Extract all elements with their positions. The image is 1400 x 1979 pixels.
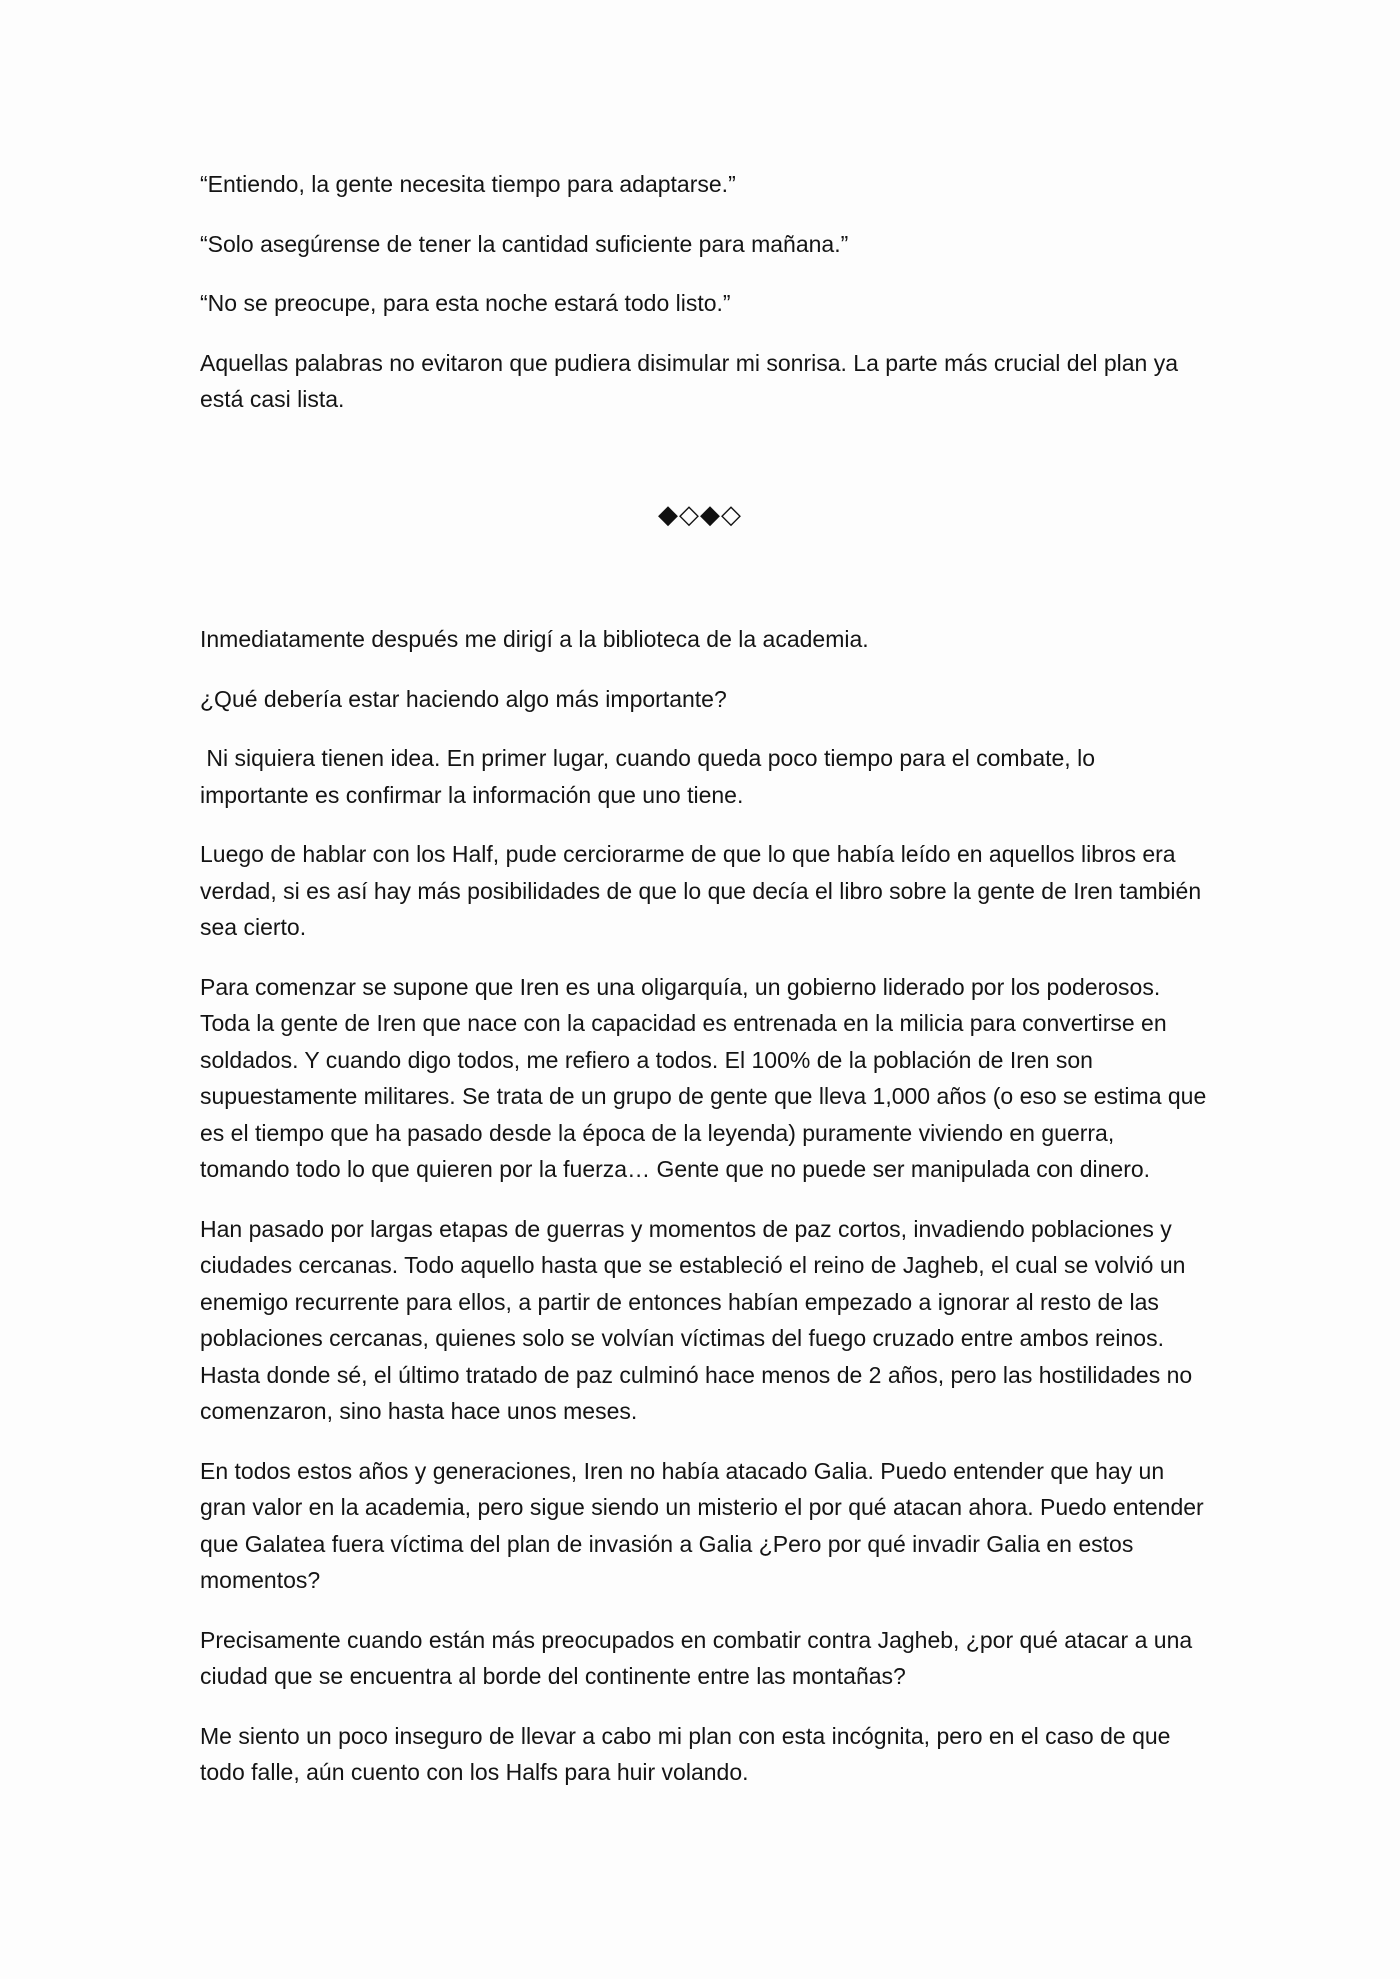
scene-break-separator: ◆◇◆◇: [658, 500, 742, 530]
dialogue-line: “Entiendo, la gente necesita tiempo para adaptarse.”: [200, 171, 736, 197]
narration-paragraph: Luego de hablar con los Half, pude cerciorarme de que lo que había leído en aquellos libros era verdad, si es así hay más posibilidades de que lo que decía el libro sobre la gente de Iren también sea cierto.: [200, 841, 1202, 940]
narration-paragraph: Para comenzar se supone que Iren es una oligarquía, un gobierno liderado por los poderosos. Toda la gente de Iren que nace con la capacidad es entrenada en la milicia para convertirse en soldados. Y cuando digo todos, me refiero a todos. El 100% de la población de Iren son supuestamente militares. Se trata de un grupo de gente que lleva 1,000 años (o eso se estima que es el tiempo que ha pasado desde la época de la leyenda) puramente viviendo en guerra, tomando todo lo que quieren por la fuerza… Gente que no puede ser manipulada con dinero.: [200, 973, 1207, 1182]
narration-paragraph: En todos estos años y generaciones, Iren no había atacado Galia. Puedo entender que hay un gran valor en la academia, pero sigue siendo un misterio el por qué atacan ahora. Puedo entender que Galatea fuera víctima del plan de invasión a Galia ¿Pero por qué invadir Galia en estos momentos?: [200, 1457, 1204, 1593]
narration-paragraph: Aquellas palabras no evitaron que pudiera disimular mi sonrisa. La parte más crucial del plan ya está casi lista.: [200, 349, 1179, 412]
narration-paragraph: Han pasado por largas etapas de guerras y momentos de paz cortos, invadiendo poblaciones y ciudades cercanas. Todo aquello hasta que se estableció el reino de Jagheb, el cual se volvió un enemigo recurrente para ellos, a partir de entonces habían empezado a ignorar al resto de las poblaciones cercanas, quienes solo se volvían víctimas del fuego cruzado entre ambos reinos. Hasta donde sé, el último tratado de paz culminó hace menos de 2 años, pero las hostilidades no comenzaron, sino hasta hace unos meses.: [200, 1215, 1193, 1424]
narration-paragraph: Me siento un poco inseguro de llevar a cabo mi plan con esta incógnita, pero en el caso de que todo falle, aún cuento con los Halfs para huir volando.: [200, 1722, 1171, 1785]
section-after-break: [200, 621, 1210, 1814]
narration-paragraph: Inmediatamente después me dirigí a la biblioteca de la academia.: [200, 626, 869, 652]
section-before-break: [200, 166, 1210, 441]
dialogue-line: “Solo asegúrense de tener la cantidad suficiente para mañana.”: [200, 230, 849, 257]
narration-paragraph: Ni siquiera tienen idea. En primer lugar, cuando queda poco tiempo para el combate, lo importante es confirmar la información que uno tiene.: [200, 745, 1102, 808]
narration-paragraph: ¿Qué debería estar haciendo algo más importante?: [200, 685, 727, 712]
narration-paragraph: Precisamente cuando están más preocupados en combatir contra Jagheb, ¿por qué atacar a una ciudad que se encuentra al borde del continente entre las montañas?: [200, 1626, 1193, 1689]
dialogue-line: “No se preocupe, para esta noche estará todo listo.”: [200, 290, 731, 316]
